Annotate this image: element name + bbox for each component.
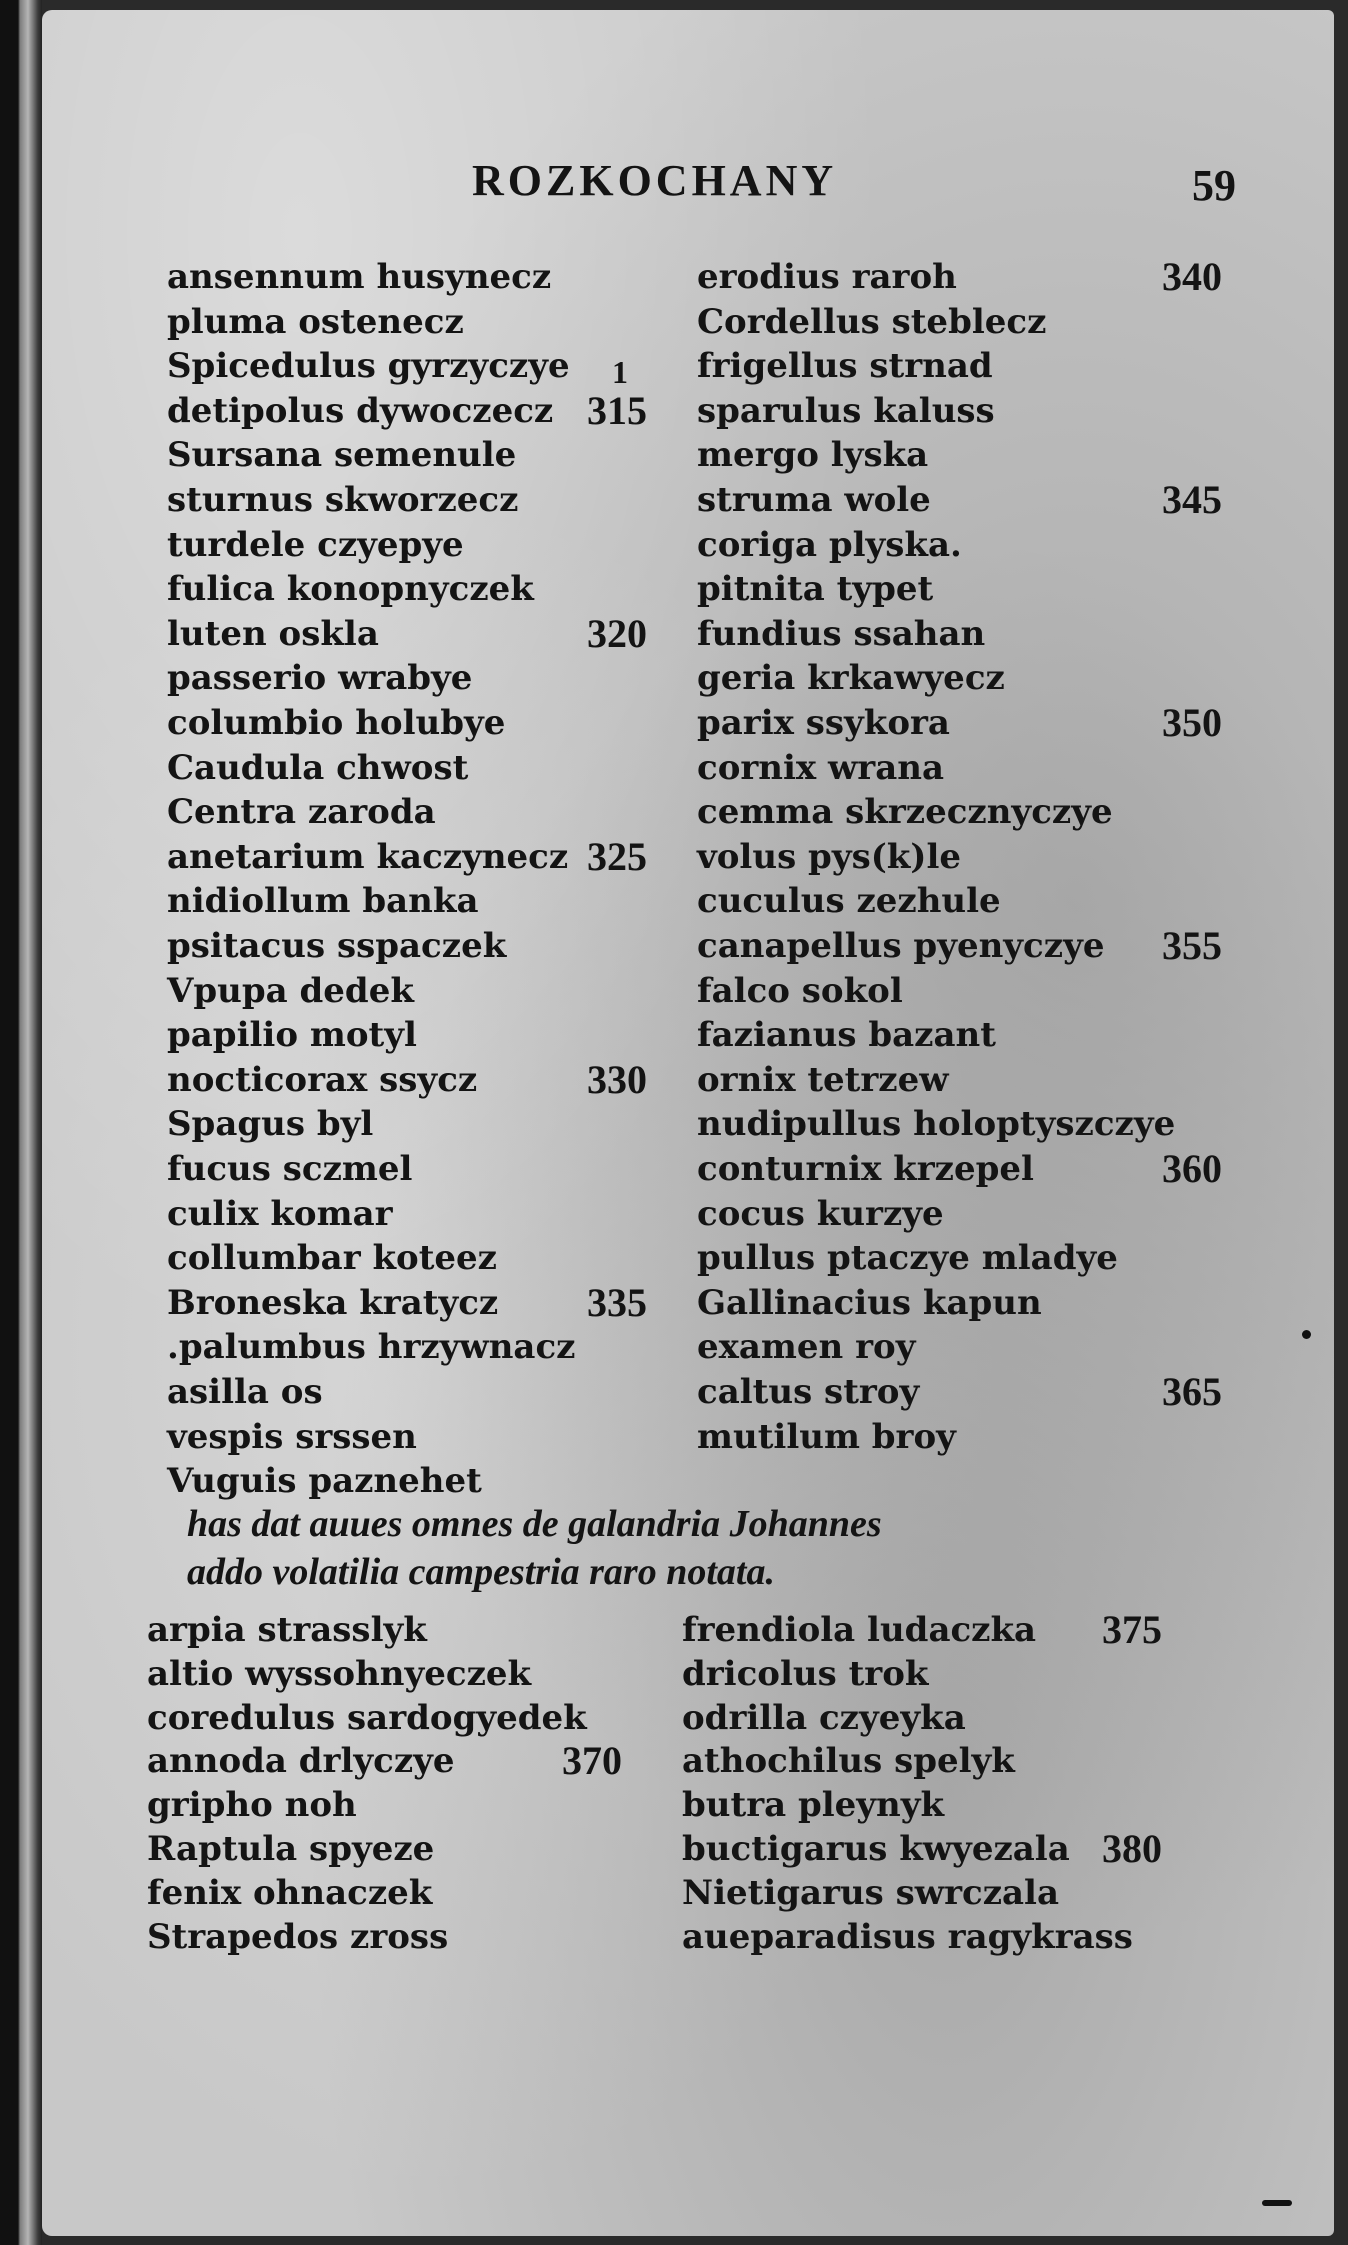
- left-column-2-line-number: 370: [562, 1738, 622, 1784]
- right-column-line-number: 360: [1162, 1146, 1222, 1191]
- left-column-2-entry: fenix ohnaczek: [147, 1872, 433, 1913]
- right-column-entry: cocus kurzye: [697, 1193, 944, 1234]
- left-page-edge: [0, 0, 42, 2245]
- left-column-entry: passerio wrabye: [167, 658, 473, 699]
- left-column-entry: Vuguis paznehet: [167, 1461, 482, 1502]
- right-column-2-entry: Nietigarus swrczala: [682, 1872, 1059, 1913]
- right-column-entry: pitnita typet: [697, 569, 934, 610]
- left-column-line-number: 325: [587, 833, 647, 879]
- left-column-entry: ansennum husynecz: [167, 257, 552, 297]
- right-column-entry: Gallinacius kapun: [697, 1282, 1042, 1323]
- left-column-entry: Caudula chwost: [167, 747, 469, 788]
- left-column-entry: papilio motyl: [167, 1015, 417, 1056]
- left-column-line-number: 335: [587, 1279, 647, 1325]
- right-column-entry: caltus stroy: [697, 1372, 920, 1412]
- left-column-line-number: 330: [587, 1056, 647, 1102]
- left-column-entry: Broneska kratycz: [167, 1282, 499, 1323]
- left-column-entry: culix komar: [167, 1193, 393, 1234]
- right-column-line-number: 350: [1162, 700, 1222, 745]
- latin-note-line-2: addo volatilia campestria raro notata.: [187, 1551, 775, 1593]
- left-column-2-entry: Raptula spyeze: [147, 1829, 435, 1869]
- right-column-2-entry: buctigarus kwyezala: [682, 1829, 1070, 1869]
- left-column-2-entry: coredulus sardogyedek: [147, 1697, 587, 1738]
- left-column-2-entry: altio wyssohnyeczek: [147, 1653, 532, 1694]
- right-column-entry: coriga plyska.: [697, 524, 962, 565]
- right-column-entry: frigellus strnad: [697, 346, 993, 387]
- ink-speck: [1302, 1330, 1311, 1339]
- left-column-entry: detipolus dywoczecz: [167, 390, 554, 431]
- right-column-entry: pullus ptaczye mladye: [697, 1238, 1118, 1279]
- right-column-entry: nudipullus holoptyszczye: [697, 1104, 1176, 1145]
- right-column-entry: parix ssykora: [697, 703, 950, 743]
- right-column-2-line-number: 375: [1102, 1607, 1162, 1652]
- left-column-entry: nocticorax ssycz: [167, 1059, 478, 1100]
- right-column-2-entry: frendiola ludaczka: [682, 1610, 1037, 1650]
- right-column-2-entry: butra pleynyk: [682, 1785, 945, 1826]
- right-column-entry: ornix tetrzew: [697, 1059, 949, 1100]
- left-column-line-number: 320: [587, 610, 647, 656]
- page-title: ROZKOCHANY: [472, 156, 838, 205]
- left-column-entry: fulica konopnyczek: [167, 569, 534, 610]
- left-column-entry: collumbar koteez: [167, 1238, 497, 1279]
- left-column-entry: vespis srssen: [167, 1416, 417, 1457]
- right-column-line-number: 365: [1162, 1369, 1222, 1414]
- right-column-entry: mergo lyska: [697, 435, 929, 476]
- latin-note-line-1: has dat auues omnes de galandria Johannes: [187, 1503, 882, 1545]
- right-column-entry: examen roy: [697, 1327, 916, 1368]
- right-column-line-number: 340: [1162, 254, 1222, 299]
- left-column-entry: asilla os: [167, 1372, 323, 1412]
- left-column-entry: Vpupa dedek: [167, 970, 414, 1011]
- right-column-entry: fundius ssahan: [697, 613, 986, 654]
- right-column-2-entry: odrilla czyeyka: [682, 1697, 966, 1738]
- right-column-entry: sparulus kaluss: [697, 390, 995, 431]
- left-column-entry: .palumbus hrzywnacz: [167, 1327, 576, 1368]
- right-column-2-entry: athochilus spelyk: [682, 1741, 1015, 1782]
- margin-mark: 1: [612, 354, 628, 391]
- left-column-entry: Centra zaroda: [167, 792, 436, 833]
- left-column-entry: turdele czyepye: [167, 524, 464, 565]
- right-column-entry: cornix wrana: [697, 747, 944, 788]
- page-number: 59: [1192, 161, 1236, 210]
- right-column-2-entry: aueparadisus ragykrass: [682, 1916, 1133, 1957]
- right-column-2-entry: dricolus trok: [682, 1653, 929, 1694]
- right-column-entry: volus pys(k)le: [697, 836, 961, 877]
- right-column-entry: mutilum broy: [697, 1416, 956, 1457]
- left-column-2-entry: Strapedos zross: [147, 1916, 449, 1957]
- left-column-2-entry: arpia strasslyk: [147, 1610, 427, 1650]
- left-column-entry: nidiollum banka: [167, 881, 479, 922]
- right-column-2-line-number: 380: [1102, 1826, 1162, 1871]
- right-column-entry: falco sokol: [697, 970, 903, 1011]
- right-column-line-number: 345: [1162, 477, 1222, 522]
- right-column-entry: erodius raroh: [697, 257, 957, 297]
- left-column-entry: pluma ostenecz: [167, 301, 464, 342]
- right-column-entry: geria krkawyecz: [697, 658, 1005, 699]
- right-column-entry: conturnix krzepel: [697, 1149, 1034, 1189]
- left-column-entry: Sursana semenule: [167, 435, 517, 476]
- left-column-entry: Spagus byl: [167, 1104, 374, 1145]
- book-page: [42, 10, 1334, 2236]
- left-column-entry: fucus sczmel: [167, 1149, 413, 1189]
- right-column-entry: struma wole: [697, 480, 931, 520]
- right-column-entry: canapellus pyenyczye: [697, 926, 1105, 966]
- left-column-2-entry: annoda drlyczye: [147, 1741, 455, 1782]
- left-column-2-entry: gripho noh: [147, 1785, 357, 1826]
- left-column-entry: anetarium kaczynecz: [167, 836, 569, 877]
- right-column-entry: cuculus zezhule: [697, 881, 1001, 922]
- left-column-line-number: 315: [587, 387, 647, 433]
- ink-speck: [1262, 2200, 1292, 2206]
- left-column-entry: sturnus skworzecz: [167, 480, 519, 520]
- left-column-entry: Spicedulus gyrzyczye: [167, 346, 570, 387]
- right-column-entry: Cordellus steblecz: [697, 301, 1047, 342]
- right-column-entry: cemma skrzecznyczye: [697, 792, 1113, 833]
- left-column-entry: psitacus sspaczek: [167, 926, 507, 966]
- right-column-line-number: 355: [1162, 923, 1222, 968]
- left-column-entry: luten oskla: [167, 613, 379, 654]
- right-column-entry: fazianus bazant: [697, 1015, 996, 1056]
- left-column-entry: columbio holubye: [167, 703, 506, 743]
